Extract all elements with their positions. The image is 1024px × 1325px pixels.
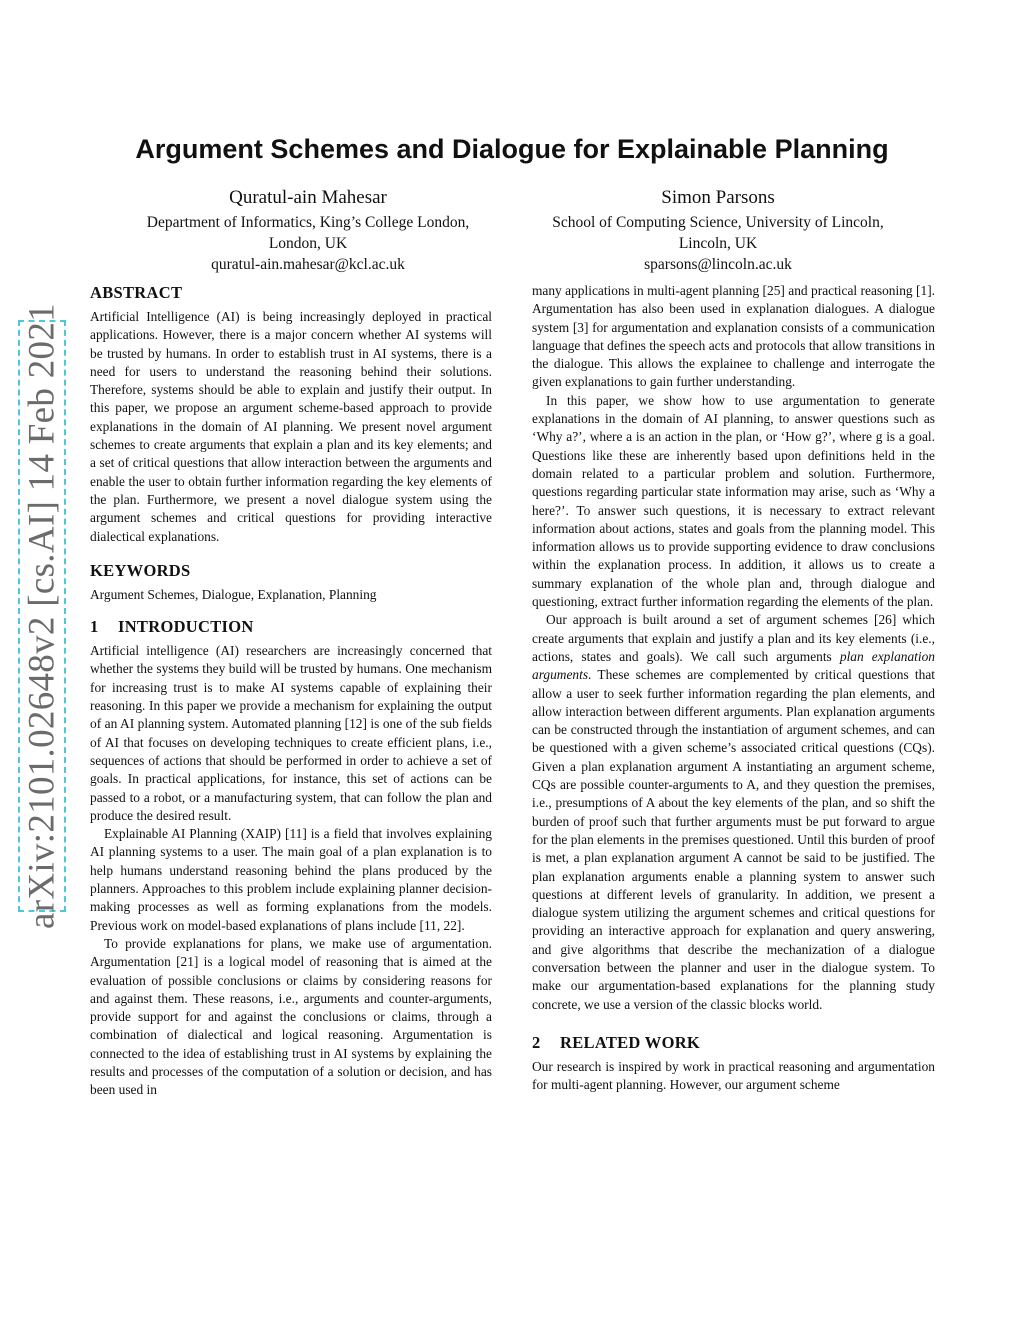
paragraph bbox=[532, 611, 935, 1014]
author-block-1 bbox=[110, 186, 506, 275]
section-title: INTRODUCTION bbox=[118, 617, 254, 637]
paragraph: Explainable AI Planning (XAIP) [11] is a field that involves explaining AI planning systems to a user. The main goal of a plan explanation is to help humans understand reasoning behind the plans produced by the planners. Approaches to this problem include explaining planner decision-making processes as well as forming explanations from the models. Previous work on model-based explanations of plans include [11, 22]. bbox=[90, 826, 492, 933]
paper-title: Argument Schemes and Dialogue for Explainable Planning bbox=[135, 134, 889, 164]
introduction-heading bbox=[90, 616, 492, 638]
abstract-text: Artificial Intelligence (AI) is being increasingly deployed in practical applications. However, there is a major concern whether AI systems will be trusted by humans. In order to establish trust in AI systems, there is a need for users to understand the reasoning behind their solutions. Therefore, systems should be able to explain and justify their output. In this paper, we propose an argument scheme-based approach to provide explanations in the domain of AI planning. We present novel argument schemes to create arguments that explain a plan and its key elements; and a set of critical questions that allow interaction between the arguments and enable the user to obtain further information regarding the key elements of the plan. Furthermore, we present a novel dialogue system using the argument schemes and critical questions for providing interactive dialectical explanations. bbox=[90, 309, 492, 544]
right-column bbox=[532, 282, 935, 1094]
author-location: Lincoln, UK bbox=[678, 235, 758, 252]
paragraph: In this paper, we show how to use argumentation to generate explanations in the domain of AI planning, to answer questions such as ‘Why a?’, where a is an action in the plan, or ‘How g?’, where g is a goal. Questions like these are inherently based upon definitions held in the domain related to a particular problem and solution. Furthermore, questions regarding particular state information may arise, such as ‘Why a here?’. To answer such questions, it is necessary to extract relevant information about actions, states and goals from the planning model. This information allows us to provide supporting evidence to draw conclusions within the explanation process. In addition, it allows us to create a summary explanation of the whole plan and, through dialogue and questioning, extract further information regarding the elements of the plan. bbox=[532, 392, 935, 610]
arxiv-identifier: arXiv:2101.02648v2 [cs.AI] 14 Feb 2021 bbox=[21, 303, 63, 929]
author-affiliation: Department of Informatics, King’s College London, bbox=[146, 214, 470, 231]
author-name: Quratul-ain Mahesar bbox=[229, 187, 387, 208]
abstract-heading: ABSTRACT bbox=[90, 283, 183, 302]
paragraph: Artificial intelligence (AI) researchers are increasingly concerned that whether the systems they build will be trusted by humans. One mechanism for increasing trust is to make AI systems capable of explaining their reasoning. In this paper we provide a mechanism for explaining the output of an AI planning system. Automated planning [12] is one of the sub fields of AI that focuses on developing techniques to create efficient plans, i.e., sequences of actions that should be performed in order to achieve a set of goals. In practical applications, for instance, this set of actions can be passed to a robot, or a manufacturing system, that can follow the plan and produce the desired result. bbox=[90, 643, 492, 823]
author-email: sparsons@lincoln.ac.uk bbox=[644, 256, 792, 273]
author-name: Simon Parsons bbox=[661, 187, 775, 208]
author-email: quratul-ain.mahesar@kcl.ac.uk bbox=[211, 256, 405, 273]
related-work-heading bbox=[532, 1032, 935, 1054]
emphasized-term: plan explanation arguments bbox=[532, 648, 935, 683]
author-location: London, UK bbox=[268, 235, 348, 252]
arxiv-identifier-stamp bbox=[18, 303, 66, 929]
left-column bbox=[90, 282, 492, 1100]
author-affiliation: School of Computing Science, University of Lincoln, bbox=[552, 214, 884, 231]
author-block-2 bbox=[520, 186, 916, 275]
text-run: Our approach is built around a set of argument schemes [26] which create arguments that explain and justify a plan and its key elements (i.e., actions, states and goals). We call such arguments bbox=[532, 612, 935, 664]
paragraph: Our research is inspired by work in practical reasoning and argumentation for multi-agent planning. However, our argument scheme bbox=[532, 1058, 935, 1093]
keywords-text: Argument Schemes, Dialogue, Explanation, Planning bbox=[90, 586, 377, 602]
section-number: 2 bbox=[532, 1032, 541, 1052]
paragraph: To provide explanations for plans, we make use of argumentation. Argumentation [21] is a logical model of reasoning that is aimed at the evaluation of possible conclusions or claims by considering reasons for and against them. These reasons, i.e., arguments and counter-arguments, provide support for and against the conclusions or claims, through a combination of dialectical and logical reasoning. Argumentation is connected to the idea of establishing trust in AI systems by explaining the results and processes of the computation of a solution or decision, and has been used in bbox=[90, 935, 492, 1098]
section-number: 1 bbox=[90, 617, 99, 637]
text-run: . These schemes are complemented by critical questions that allow a user to seek further information regarding the plan elements, and allow interaction between different arguments. Plan explanation arguments can be constructed through the instantiation of argument schemes, and can be questioned with a given scheme’s associated critical questions (CQs). Given a plan explanation argument A instantiating an argument scheme, CQs are possible counter-arguments to A, and they question the premises, i.e., presumptions of A about the key elements of the plan, and so shift the burden of proof such that further arguments must be put forward to argue for the plan elements in the premises questioned. Until this burden of proof is met, a plan explanation argument A cannot be said to be justified. The plan explanation arguments enable a planning system to answer such questions at different levels of granularity. In addition, we present a dialogue system utilizing the argument schemes and critical questions for providing an interactive approach for explanation and query answering, and give algorithms that describe the mechanization of a dialogue conversation between the planner and user in the dialogue system. To make our argumentation-based explanations for the planning study concrete, we use a version of the classic blocks world. bbox=[532, 667, 935, 1012]
keywords-heading: KEYWORDS bbox=[90, 560, 191, 580]
paragraph: many applications in multi-agent planning [25] and practical reasoning [1]. Argumentation has also been used in explanation dialogues. A dialogue system [3] for argumentation and explanation consists of a communication language that defines the speech acts and protocols that allow transitions in the dialogue. This allows the explainee to challenge and interrogate the given explanations to gain further understanding. bbox=[532, 283, 935, 390]
section-title: RELATED WORK bbox=[560, 1032, 701, 1052]
